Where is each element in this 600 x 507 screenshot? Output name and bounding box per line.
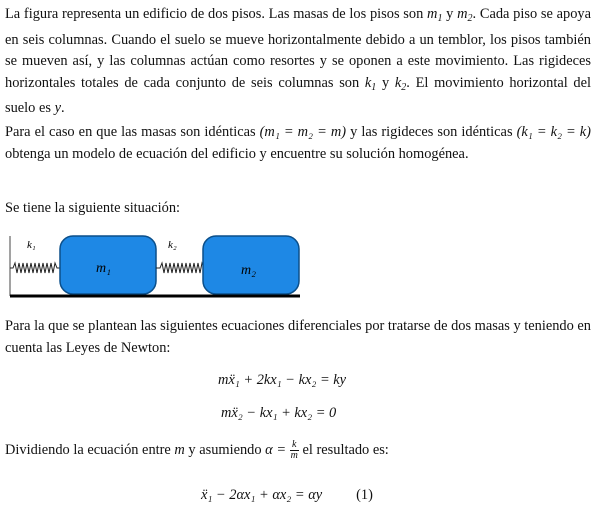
text-span: . Cada piso se apoya en seis columnas. Cuando el suelo se mueve horizontalmente debido a un temblor, los pisos también se mueven así, y las columnas actúan como resortes y se oponen a este movimiento. Las rigideces horizontales totales de cada conjunto de seis columnas son — [5, 6, 591, 91]
mass-2-label: m₂ — [241, 263, 256, 278]
mass-spring-figure — [8, 228, 308, 302]
text-span: y — [442, 6, 458, 22]
text-span: . El movimiento horizontal del suelo es — [5, 74, 591, 116]
fraction-k-over-m — [290, 440, 299, 461]
spring-2 — [156, 263, 208, 273]
var-k1: k — [364, 74, 372, 91]
condition-masses: (m₁ = m₂ = m) — [259, 124, 347, 140]
var-m: m — [174, 442, 185, 458]
mass-1-label: m₁ — [96, 261, 111, 276]
divide-paragraph — [5, 440, 389, 461]
spring-1 — [10, 263, 63, 273]
equation-2: mẍ₂ − kx₁ + kx₂ = 0 — [221, 405, 337, 421]
text-span: Dividiendo la ecuación entre — [5, 442, 175, 458]
var-m2: m — [457, 6, 468, 22]
intro-paragraph — [5, 4, 591, 120]
equation-1: mẍ₁ + 2kx₁ − kx₂ = ky — [218, 372, 347, 388]
spring-2-label: k₂ — [168, 239, 177, 251]
task-paragraph — [5, 122, 591, 165]
condition-stiffness: (k₁ = k₂ = k) — [516, 124, 591, 140]
equation-3 — [201, 485, 373, 505]
situation-label: Se tiene la siguiente situación: — [5, 200, 181, 216]
fraction-numerator: k — [290, 440, 299, 451]
var-y: y — [54, 100, 61, 116]
text-span: . — [60, 100, 65, 116]
text-span: y — [376, 74, 395, 91]
fraction-denominator: m — [290, 450, 298, 462]
equation-number: (1) — [356, 487, 373, 503]
text-span: y las rigideces son idénticas — [346, 124, 517, 140]
text-span: obtenga un modelo de ecuación del edificio y encuentre su solución homogénea. — [5, 145, 469, 162]
text-span: el resultado es: — [298, 442, 389, 458]
var-m1: m — [427, 6, 438, 22]
newton-paragraph: Para la que se plantean las siguientes ecuaciones diferenciales por tratarse de dos masas y teniendo en cuenta las Leyes de Newton: — [5, 318, 591, 356]
alpha-def: α = — [265, 442, 287, 458]
sub-1: 1 — [371, 81, 377, 93]
var-k2: k — [394, 74, 402, 91]
text-span: y asumiendo — [184, 442, 266, 458]
text-span: Para el caso en que las masas son idénticas — [5, 124, 260, 140]
equation-3-body: ẍ₁ − 2αx₁ + αx₂ = αy — [201, 487, 323, 503]
sub-1: 1 — [437, 13, 443, 24]
sub-2: 2 — [401, 81, 407, 93]
spring-1-label: k₁ — [27, 239, 36, 251]
text-span: La figura representa un edificio de dos pisos. Las masas de los pisos son — [5, 6, 428, 22]
sub-2: 2 — [467, 13, 473, 24]
